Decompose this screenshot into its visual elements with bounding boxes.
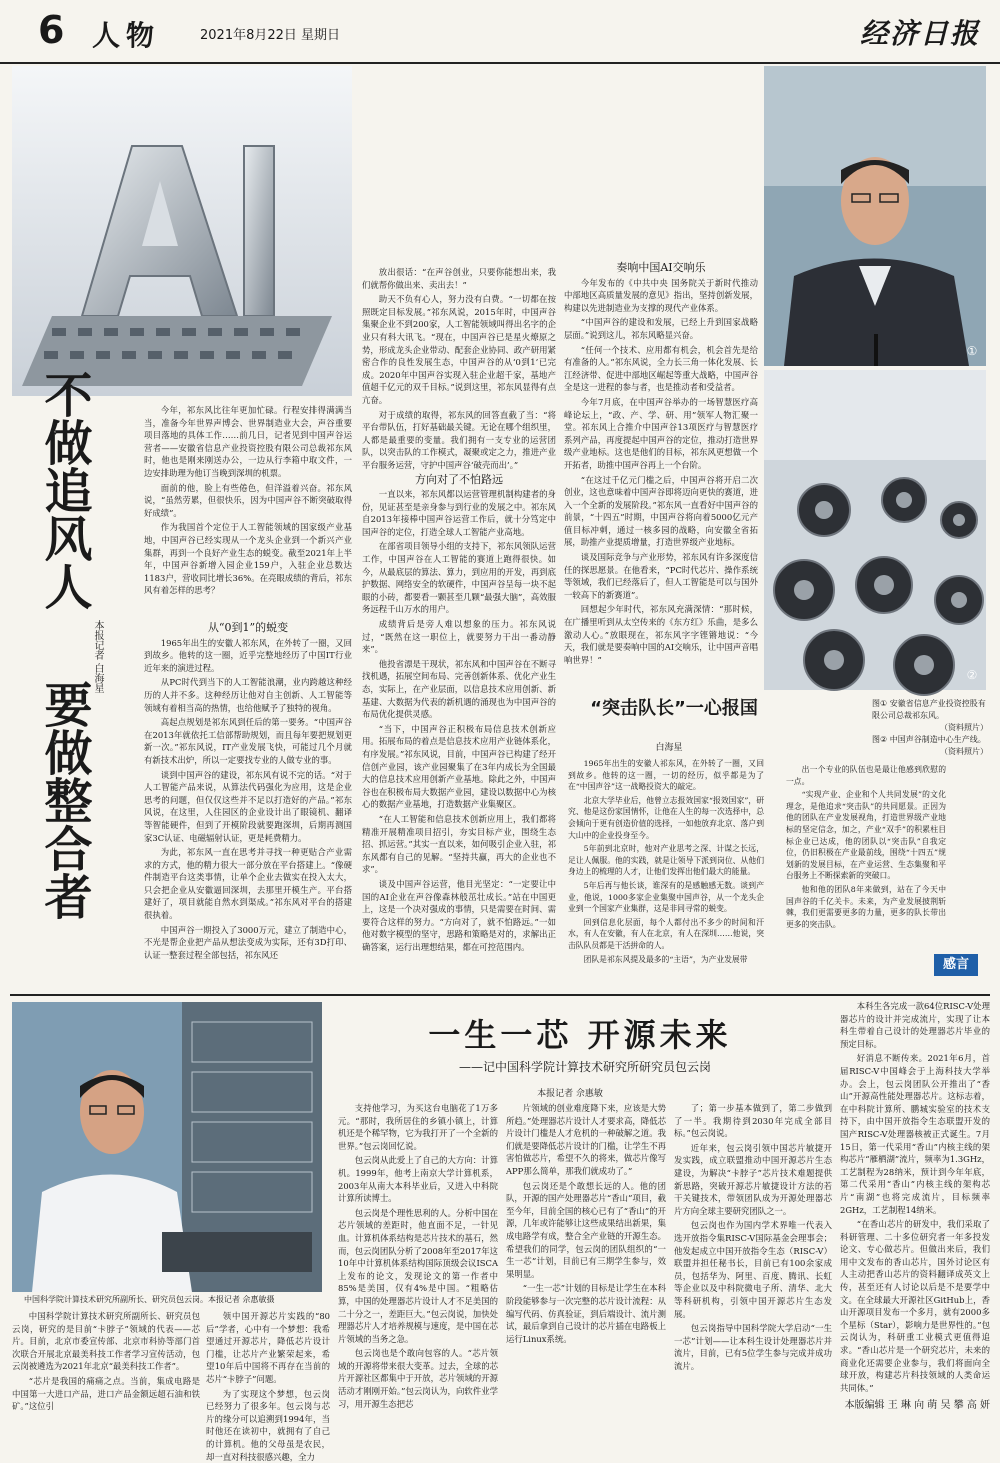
paragraph: 今年7月底，在中国声谷举办的一场智慧医疗高峰论坛上，“政、产、学、研、用”领军人物汇聚一堂。祁东风上合推介中国声谷13项医疗与智慧医疗系列产品，再度提起中国声谷的定位，推动打造世界级产业地标。这也是他们的目标，祁东风更想做一个开拓者，助推中国声谷再上一个台阶。 [564, 396, 758, 470]
paragraph: 包云岗也是个敢向包容的人。“芯片领域的开源将带来很大变革。过去，全球的芯片开源社区都集中于开放，芯片领域的开源活动才刚刚开始。”包云岗认为，向软件业学习，用开源生态把芯 [338, 1348, 498, 1409]
page-editors: 本版编辑 王 琳 向 萌 吴 攀 高 妍 [844, 1400, 990, 1411]
story2-column-3 [338, 1102, 498, 1409]
paragraph: 他投省漂是干现状，祁东风和中国声谷在不断寻找机遇，拓展空间布局、完善创新体系、优化产业生态，实际上，在产业层面，以信息技术应用创新、新基建、大数据为代表的新机遇的涌现也为中国声谷的布局优化提供灵感。 [362, 658, 556, 720]
story2-column-6 [840, 1000, 990, 1392]
story2-byline: 本报记者 佘惠敏 [537, 1089, 603, 1099]
paragraph: 包云岗是个理性思利的人。分析中国在芯片领域的差距时，他直面不足，一针见血。计算机体系结构是芯片技术的基石，然而，包云岗团队分析了2008年至2017年这10年中计算机体系结构国际顶级会议ISCA上发布的论文，发现论文的第一作者中85%是美国，仅有4%是中国。“粗略估算，中国的处理器芯片设计人才不足美国的二十分之一，差距巨大。”包云岗说，加快处理器芯片人才培养规模与速度，是中国在芯片领域的当务之急。 [338, 1207, 498, 1344]
section-divider [10, 994, 990, 996]
paragraph: 为此，祁东风一直在思考并寻找一种更贴合产业需求的方式，他的精力很大一部分放在平台搭建上。“像硬件制造平台这类事情，让单个企业去做实在投入太大，只会把企业从安徽逼回深圳，去那里开模生产。平台搭建好了，项目就能自然水到渠成。”祁东风对平台的搭建很执着。 [144, 847, 352, 921]
paragraph: 在部省项目领导小组的支持下，祁东风领队运营工作，中国声谷在人工智能的赛道上跑得很快。如今，从最底层的算法、算力，到应用的开发，再到底护数据、网络安全的软硬件，中国声谷呈每一块不起眼的小砖，都要看一颗甚至几颗“最强大脑”，高效服务远程千山万水的用户。 [362, 541, 556, 615]
paragraph: 高起点规划是祁东风到任后的第一要务。“中国声谷在2013年就依托工信部帮助规划，而且每年要把规划更新一次。”祁东风说，IT产业发展飞快，可能过几个月就有新技术出炉，所以一定要找专业的人做专业的事。 [144, 717, 352, 765]
issue-date: 2021年8月22日 星期日 [200, 28, 341, 43]
story1-column-4 [564, 262, 758, 682]
paragraph: 对于成绩的取得，祁东风的回答直截了当：“将平台带队伍，打好基础最关键。无论在哪个组织里，人都是最重要的变量。我们拥有一支专业的运营团队，以突击队的工作模式，凝聚或定之力，推进产业平台服务运营，守护中国声谷‘破壳而出’。” [362, 409, 556, 470]
paragraph: 包云岗从此爱上了自己的大方向：计算机。1999年，他考上南京大学计算机系，2003年从南大本科毕业后，又进入中科院计算所读博士。 [338, 1155, 498, 1204]
paragraph: “在香山芯片的研发中，我们采取了科研管理、二十多位研究者一年多投发论文、专心做芯片。但做出来后，我们用中文发布的香山芯片，国外讨论区有人主动把香山芯片的资料翻译成英文上传，甚至还有人讨论以后是不是要学中文。在全球最大开源社区GitHub上，香山开源项目发布一个多月，就有2000多个星标（Star），影响力是世界性的。”包云岗认为，科研重工业模式更值得追求。“香山芯片是一个研究芯片，未来的商业化还需要企业参与，我们将面向全球开放，构建芯片科技领域的人类命运共同体。” [840, 1219, 990, 1393]
paragraph: 为了实现这个梦想，包云岗已经努力了很多年。包云岗与芯片的缘分可以追溯到1994年，当时他还在读初中，就拥有了自己的计算机。他的父母虽是农民，却一直对科技很感兴趣，全力 [206, 1388, 330, 1462]
paragraph: 领中国开源芯片实践的“80后”学者，心中有一个梦想：我希望通过开源芯片，降低芯片设计门槛，让芯片产业繁荣起来，希望10年后中国将不再存在当前的芯片“卡脖子”问题。 [206, 1311, 330, 1384]
story2-column-5 [674, 1102, 832, 1406]
paragraph: “当下，中国声谷正积极布局信息技术创新应用。拓展布局的着点是信息技术应用产业链体系化，有序发展。”祁东风说，目前，中国声谷已构建了经开信创产业园，该产业园聚集了在3年内成长为全国最大的信息技术应用创新产业基地。除此之外，中国声谷也在积极布局大数据产业园，建设以数据中心为核心的数据产业基地，打造数据产业集聚区。 [362, 723, 556, 810]
subheading: 从“0到1”的蜕变 [207, 621, 289, 634]
paragraph: “在人工智能和信息技术创新应用上，我们都将精准开展精准项目招引，夯实目标产业，围绕生态招、抓运营。”其实一直以来，如何吸引企业入驻，祁东风都有自己的见解。“坚持共赢，再大的企业也不求”。 [362, 813, 556, 875]
paragraph: 包云岗还是个敢想长远的人。他的团队，开源的国产处理器芯片“香山”项目，截至今年，目前全国的核心已有了“香山”的开源，几年或许能够让这些成果结出新果，集成电路学有成，整合全产业链的开源生态。希望我们的同学，包云岗的团队组织的“一生一芯”计划，目前已有三期学生参与，效果明显。 [506, 1180, 666, 1279]
paragraph: 谈到中国声谷的建设，祁东风有说不完的话。“对于人工智能产品来说，从算法代码强化为应用，这是企业思考的问题，但仅仅这些并不足以打造好的产品。”祁东风说，在这里，人住园区的企业设计出了眼镜机、翻译等智能硬件，但到了开模阶段就要跑深圳，后期再测国家3C认证、电磁辐射认证，更是耗费精力。 [144, 769, 352, 843]
paragraph: 今年，祁东风比往年更加忙碌。行程安排得满满当当，准备今年世界声博会、世界制造业大会，声谷重要项目落地的具体工作……前几日，记者见到中国声谷运营者——安徽省信息产业投资控股有限公司总裁祁东风时，他也是刚来刚送办公，一边从行李箱中取文件，一边安排助理为他订当晚到深圳的机票。 [144, 405, 352, 478]
paragraph: 回到信息化层面，每个人都付出不多少的时间和汗水，有人在安徽，有人在北京，有人在深圳……他说，突击队队员都是干活拼命的人。 [568, 917, 764, 950]
paragraph: 作为我国首个定位于人工智能领域的国家级产业基地，中国声谷已经实现从一个龙头企业到一个新兴产业集群，再到一个良好产业生态的蜕变。截至2021年上半年，中国声谷新增入园企业159户，入驻企业总数达1183户，营收同比增长36%。在亮眼成绩的背后，祁东风有着怎样的思考？ [144, 522, 352, 596]
caption-fig2-source: （资料照片） [940, 747, 988, 756]
paragraph: “芯片是我国的痛痛之点。当前，集成电路是中国第一大进口产品，进口产品金额远超石油和铁矿。”这位引 [12, 1375, 200, 1412]
story2-column-2 [206, 1310, 330, 1462]
paragraph: 片领域的创业难度降下来，应该是大势所趋。”处理器芯片设计人才要求高，降低芯片设计门槛是人才危机的一种破解之道。我们就是要降低芯片设计的门槛，让学生不再害怕做芯片，希望不久的将来，做芯片像写APP那么简单，那我们就成功了。” [506, 1103, 666, 1176]
caption-fig2: 图② 中国声谷制造中心生产线。 [872, 735, 986, 744]
paragraph: 谈及中国声谷运营，他目光坚定：“一定要让中国的AI企业在声谷像森林般茁壮成长。”站在中国更上，这是一个决对强成的事情，只是需要在时间、需要符合这样的努力。“方向对了，就不怕路远。”一如他对数字模型的坚守，思路和策略是对的，求解出正确答案，运行出理想结果，都在可控范围内。 [362, 878, 556, 952]
story2-column-1 [12, 1310, 200, 1412]
figure-2-label: ② [966, 668, 978, 682]
paragraph: “实现产业、企业和个人共同发展”的文化理念，是他追求“突击队”的共同愿景。正因为他的团队在产业发展视角，打造世界级产业地标的坚定信念，加之，产业“双手”的积累柱目标企业已达成，他的团队以“突击队”自我定位，仍旧积极在产业最前线，围绕“十四五”规划新的发展目标，在产业运营、生态集聚和平台服务上不断探索新的突破口。 [786, 790, 946, 881]
story1-byline: 本报记者 白海星 [92, 620, 103, 694]
story1-column-1 [144, 404, 352, 620]
paragraph: 面前的他，脸上有些倦色，但洋溢着兴奋。祁东风说，“虽然劳累，但很快乐，因为中国声谷不断突破取得好成绩”。 [144, 482, 352, 518]
essay-title: “突击队长”一心报国 [590, 698, 758, 719]
paragraph: 5年后再与他长谈，谁深有的是感触感无数。谈到产业，他说，1000多家企业集聚中国声谷，从一个龙头企业到一个国家产业集群，这是非同寻常的蜕变。 [568, 880, 764, 914]
paragraph: “中国声谷的建设和发展，已经上升到国家战略层面。”说到这儿，祁东风略显兴奋。 [564, 317, 758, 340]
essay-tag: 感言 [934, 954, 978, 976]
paragraph: 1965年出生的安徽人祁东风，在外转了一圈，又回到故乡。他转的这一圈，近乎完整地经历了中国IT行业近年来的演进过程。 [144, 637, 352, 673]
essay-column-2 [786, 764, 946, 976]
paragraph: 团队是祁东风提及最多的“主语”，为产业发展带 [583, 954, 748, 964]
headline-part-2: 要做整合者 [36, 680, 92, 920]
subheading: 方向对了不怕路远 [415, 472, 503, 486]
essay-byline: 白海星 [655, 743, 683, 753]
paragraph: 谈及国际竞争与产业形势，祁东风有许多深度信任的探思愿景。在他看来，“PC时代芯片、操作系统等领域，我们已经落后了，但人工智能是可以与国外一较高下的新赛道”。 [564, 552, 758, 600]
paragraph: 从PC时代到当下的人工智能浪潮，业内跨越这种经历的人并不多。这种经历让他对自主创新、人工智能等领域有着相当高的热情，也给他赋予了独特的视角。 [144, 677, 352, 713]
paragraph: 成绩背后是旁人难以想象的压力。祁东风说过，“既然在这一职位上，就要努力干出一番动静来”。 [362, 619, 556, 655]
story1-column-3 [362, 266, 556, 992]
paragraph: 放出很话：“在声谷创业，只要你能想出来，我们就帮你做出来、卖出去！” [362, 267, 556, 290]
paragraph: 近年来，包云岗引领中国芯片敏捷开发实践，成立联盟推动中国开源芯片生态建设，为解决“卡脖子”芯片技术难题提供新思路，突破开源芯片敏捷设计方法的若干关键技术，带领团队成为开源处理器芯片方向全球主要研究团队之一。 [674, 1142, 832, 1216]
paragraph: 助天不负有心人，努力没有白费。“一切都在按照既定目标发展。”祁东风说，2015年时，中国声谷集聚企业不到200家，人工智能领域叫得出名字的企业只有科大讯飞。“现在，中国声谷已是星火燎原之势，形成龙头企业带动、配套企业协同、政产研用紧密合作的良性发展生态，中国声谷的从‘0到1’已完成。2020年中国声谷实现入驻企业超千家，基地产值超千亿元的双千目标。”说到这里，祁东风显得有点亢奋。 [362, 294, 556, 405]
paragraph: 回想起少年时代，祁东风充满深情：“那时候，在广播里听到从太空传来的《东方红》乐曲，是多么激动人心。”放眼现在，祁东风字字铿锵地说：“今天，我们就是要奏响中国的AI交响乐，让中国声音唱响世界！” [564, 604, 758, 665]
caption-fig1: 图① 安徽省信息产业投资控股有限公司总裁祁东风。 [872, 699, 986, 720]
subheading: 奏响中国AI交响乐 [616, 261, 706, 274]
paragraph: 了；第一步基本做到了，第二步做到了一半。我期待到2030年完成全部目标。”包云岗说。 [674, 1103, 832, 1139]
essay-column-1 [568, 758, 764, 990]
paragraph: 本科生各完成一款64位RISC-V处理器芯片的设计并完成流片，实现了让本科生带着自己设计的处理器芯片毕业的预定目标。 [840, 1001, 990, 1049]
caption-fig1-source: （资料照片） [940, 723, 988, 732]
paragraph: 北京大学毕业后，他曾立志报效国家“报效国家”，研究、他是这份家国情怀，让他在人生的每一次选择中，总会倾向于更有创造价值的选择，一如他放弃北京、落户到大山中的企业投身至今。 [568, 795, 764, 840]
paragraph: “在这过千亿元门槛之后，中国声谷将开启二次创业，这也意味着中国声谷即将迈向更快的赛道，进入一个全新的发展阶段。”祁东风一直看好中国声谷的前景，“十四五”时期，中国声谷将向着5000亿元产值目标冲刺，通过一核多园的战略，向安徽全省拓展，助推产业提质增量，打造世界级产业地标。 [564, 474, 758, 548]
story2-column-4 [506, 1102, 666, 1406]
section-name: 人物 [92, 19, 161, 52]
paragraph: 他和他的团队8年来做到，站在了今天中国声谷的千亿关卡。未来，为产业发展披荆斩棘，我们更需要更多的力量，更多的队长带出更多的突击队。 [786, 884, 946, 929]
figure-captions [872, 698, 988, 758]
headline-part-1: 不做追风人 [36, 370, 92, 610]
paragraph: 中国科学院计算技术研究所副所长、研究员包云岗，研究的是目前“卡脖子”领域的代表——芯片。目前，北京市委宣传部、北京市科协等部门首次联合开展北京最美科技工作者学习宣传活动，包云岗被遴选为2021年北京“最美科技工作者”。 [12, 1311, 200, 1372]
portrait-photo-qi-dongfeng [764, 66, 986, 366]
page-number: 6 [38, 8, 65, 52]
story2-photo-caption: 中国科学院计算技术研究所副所长、研究员包云岗。本报记者 佘惠敏摄 [24, 1295, 275, 1304]
story2-subtitle: ——记中国科学院计算技术研究所研究员包云岗 [458, 1060, 711, 1074]
newspaper-logo: 经济日报 [860, 17, 981, 50]
ai-chip-illustration [12, 66, 352, 396]
paragraph: 支持他学习，为买这台电脑花了1万多元。“那时，我所居住的乡镇小镇上，计算机还是个稀罕物，它为我打开了一个全新的世界。”包云岗回忆说。 [338, 1103, 498, 1151]
story2-headline: 一生一芯 开源未来 [428, 1016, 732, 1054]
paragraph: 包云岗也作为国内学术界唯一代表入选开放指令集RISC-V国际基金会理事会；他发起成立中国开放指令生态（RISC-V）联盟并担任秘书长，目前已有100余家成员，包括华为、阿里、百度、腾讯、长虹等企业以及中科院微电子所、清华、北大等科研机构，引领中国开源芯片生态发展。 [674, 1220, 832, 1319]
story1-column-2 [144, 622, 352, 992]
figure-1-label: ① [966, 344, 978, 358]
paragraph: 中国声谷一期投入了3000万元，建立了制造中心，不光是帮企业把产品从想法变成为实际，还有3D打印、认证一整套过程全部包括，祁东风还 [144, 924, 352, 960]
paragraph: 1965年出生的安徽人祁东风，在外转了一圈，又回到故乡。他转的这一圈，一切的经历，似乎都是为了在“中国声谷”这一战略投资大的敲定。 [568, 759, 764, 792]
production-line-photo [764, 370, 986, 690]
paragraph: “一生一芯”计划的目标是让学生在本科阶段能够参与一次完整的芯片设计流程：从编写代码、仿真验证，到后端设计、流片测试，最后拿到自己设计的芯片插在电路板上运行Linux系统。 [506, 1283, 666, 1344]
paragraph: 出一个专业的队伍也是最让他感到欣慰的一点。 [786, 765, 946, 786]
paragraph: 好消息不断传来。2021年6月，首届RISC-V中国峰会于上海科技大学举办。会上，包云岗团队公开推出了“香山”开源高性能处理器芯片。这标志着，在中科院计算所、鹏城实验室的技术支持下，由中国开放指令生态联盟开发的国产RISC-V处理器核被正式诞生。7月15日，第一代采用“香山”内核主线的架构芯片“雁栖湖”流片，频率为1.3GHz，工艺制程为28纳米，预计到今年年底，第二代采用“香山”内核主线的架构芯片“南湖”也将完成流片，目标频率2GHz，工艺制程14纳米。 [840, 1053, 990, 1215]
paragraph: 今年发布的《中共中央 国务院关于新时代推动中部地区高质量发展的意见》指出，坚持创新发展，构建以先进制造业为支撑的现代产业体系。 [564, 277, 758, 313]
paragraph: “任何一个技术、应用都有机会，机会首先是给有准备的人。”祁东风说，全力长三角一体化发展、长江经济带、促进中部地区崛起等重大战略，中国声谷全是这一进程的参与者，也是推动者和受益者。 [564, 344, 758, 393]
portrait-photo-bao-yungang [12, 1002, 322, 1292]
paragraph: 包云岗指导中国科学院大学启动“一生一芯”计划——让本科生设计处理器芯片并流片，目前，已有5位学生参与完成并成功流片。 [674, 1323, 832, 1371]
paragraph: 5年前到北京时，他对产业思考之深、计谋之长远，足让人佩服。他的实践，就是让领导下派到岗位、从他们身边上的梳理的人才，让他们发挥出他们最大的能量。 [568, 844, 764, 877]
paragraph: 一直以来，祁东风都以运营管理机制构建者的身份，见证甚至是亲身参与到行业的发展之中。祁东风自2013年接棒中国声谷运营工作后，就十分笃定中国声谷的定位，打造全球人工智能产业高地。 [362, 489, 556, 537]
